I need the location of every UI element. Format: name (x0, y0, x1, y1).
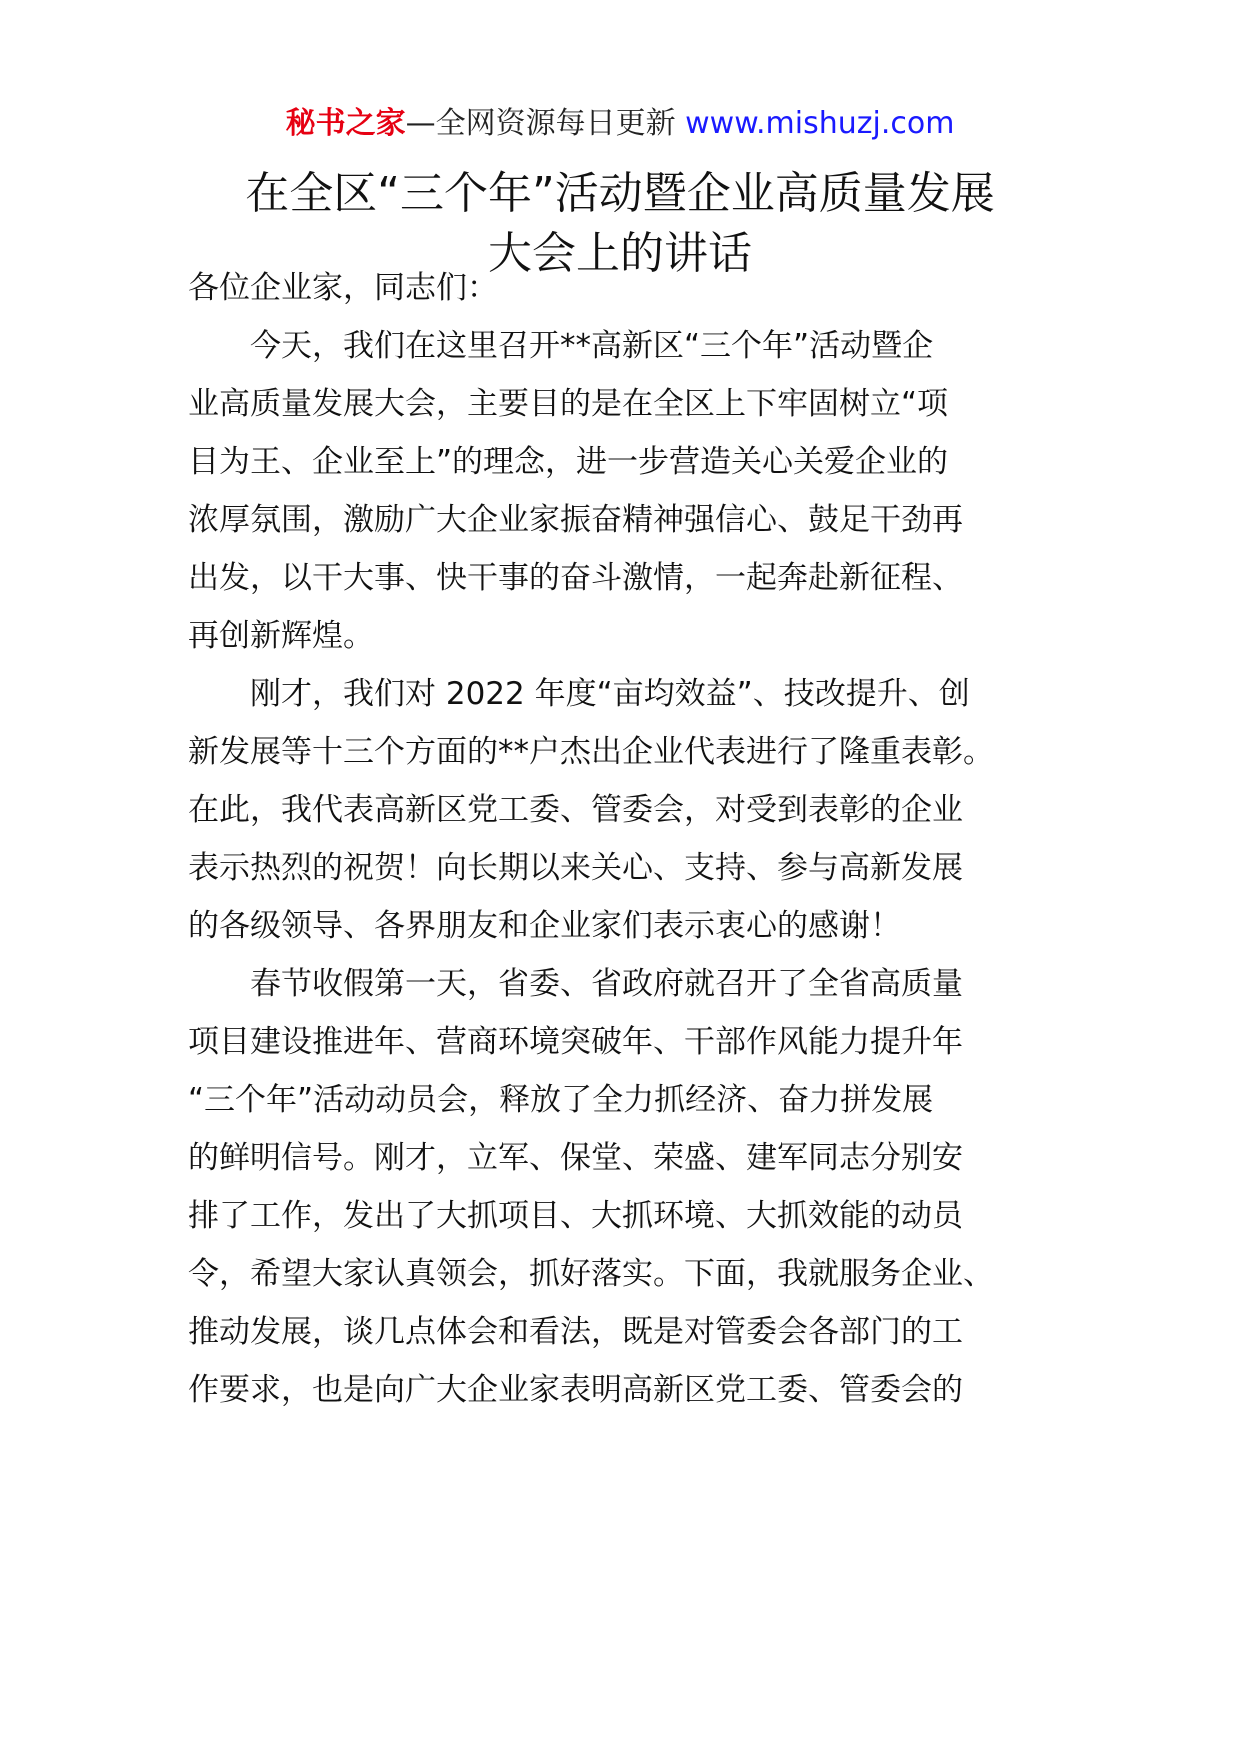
brand-name: 秘书之家 (285, 106, 406, 141)
body-line: 排了工作，发出了大抓项目、大抓环境、大抓效能的动员 (188, 1198, 963, 1234)
body-line: 目为王、企业至上”的理念，进一步营造关心关爱企业的 (188, 444, 949, 480)
document-title-line-2: 大会上的讲话 (488, 228, 752, 279)
body-line: 表示热烈的祝贺！向长期以来关心、支持、参与高新发展 (188, 850, 963, 886)
body-line: 今天，我们在这里召开**高新区“三个年”活动暨企 (188, 328, 934, 364)
body-line: 春节收假第一天，省委、省政府就召开了全省高质量 (188, 966, 963, 1002)
body-line: 作要求，也是向广大企业家表明高新区党工委、管委会的 (188, 1372, 963, 1408)
body-line: 新发展等十三个方面的**户杰出企业代表进行了隆重表彰。 (188, 734, 994, 770)
site-url[interactable]: www.mishuzj.com (685, 106, 955, 141)
document-title-line-1: 在全区“三个年”活动暨企业高质量发展 (245, 168, 995, 219)
body-line: 出发，以干大事、快干事的奋斗激情，一起奔赴新征程、 (188, 560, 963, 596)
body-line: 浓厚氛围，激励广大企业家振奋精神强信心、鼓足干劲再 (188, 502, 963, 538)
body-line: 的鲜明信号。刚才，立军、保堂、荣盛、建军同志分别安 (188, 1140, 963, 1176)
body-line: 推动发展，谈几点体会和看法，既是对管委会各部门的工 (188, 1314, 963, 1350)
body-line: 在此，我代表高新区党工委、管委会，对受到表彰的企业 (188, 792, 963, 828)
body-line: 刚才，我们对 2022 年度“亩均效益”、技改提升、创 (188, 676, 970, 712)
site-header (0, 104, 1240, 144)
body-line: 的各级领导、各界朋友和企业家们表示衷心的感谢！ (188, 908, 901, 944)
body-line: 再创新辉煌。 (188, 618, 374, 654)
body-line: “三个年”活动动员会，释放了全力抓经济、奋力拼发展 (188, 1082, 934, 1118)
body-line: 项目建设推进年、营商环境突破年、干部作风能力提升年 (188, 1024, 963, 1060)
body-line: 令，希望大家认真领会，抓好落实。下面，我就服务企业、 (188, 1256, 994, 1292)
body-line: 各位企业家，同志们： (188, 270, 498, 306)
header-tagline: —全网资源每日更新 (405, 106, 686, 141)
body-line: 业高质量发展大会，主要目的是在全区上下牢固树立“项 (188, 386, 949, 422)
